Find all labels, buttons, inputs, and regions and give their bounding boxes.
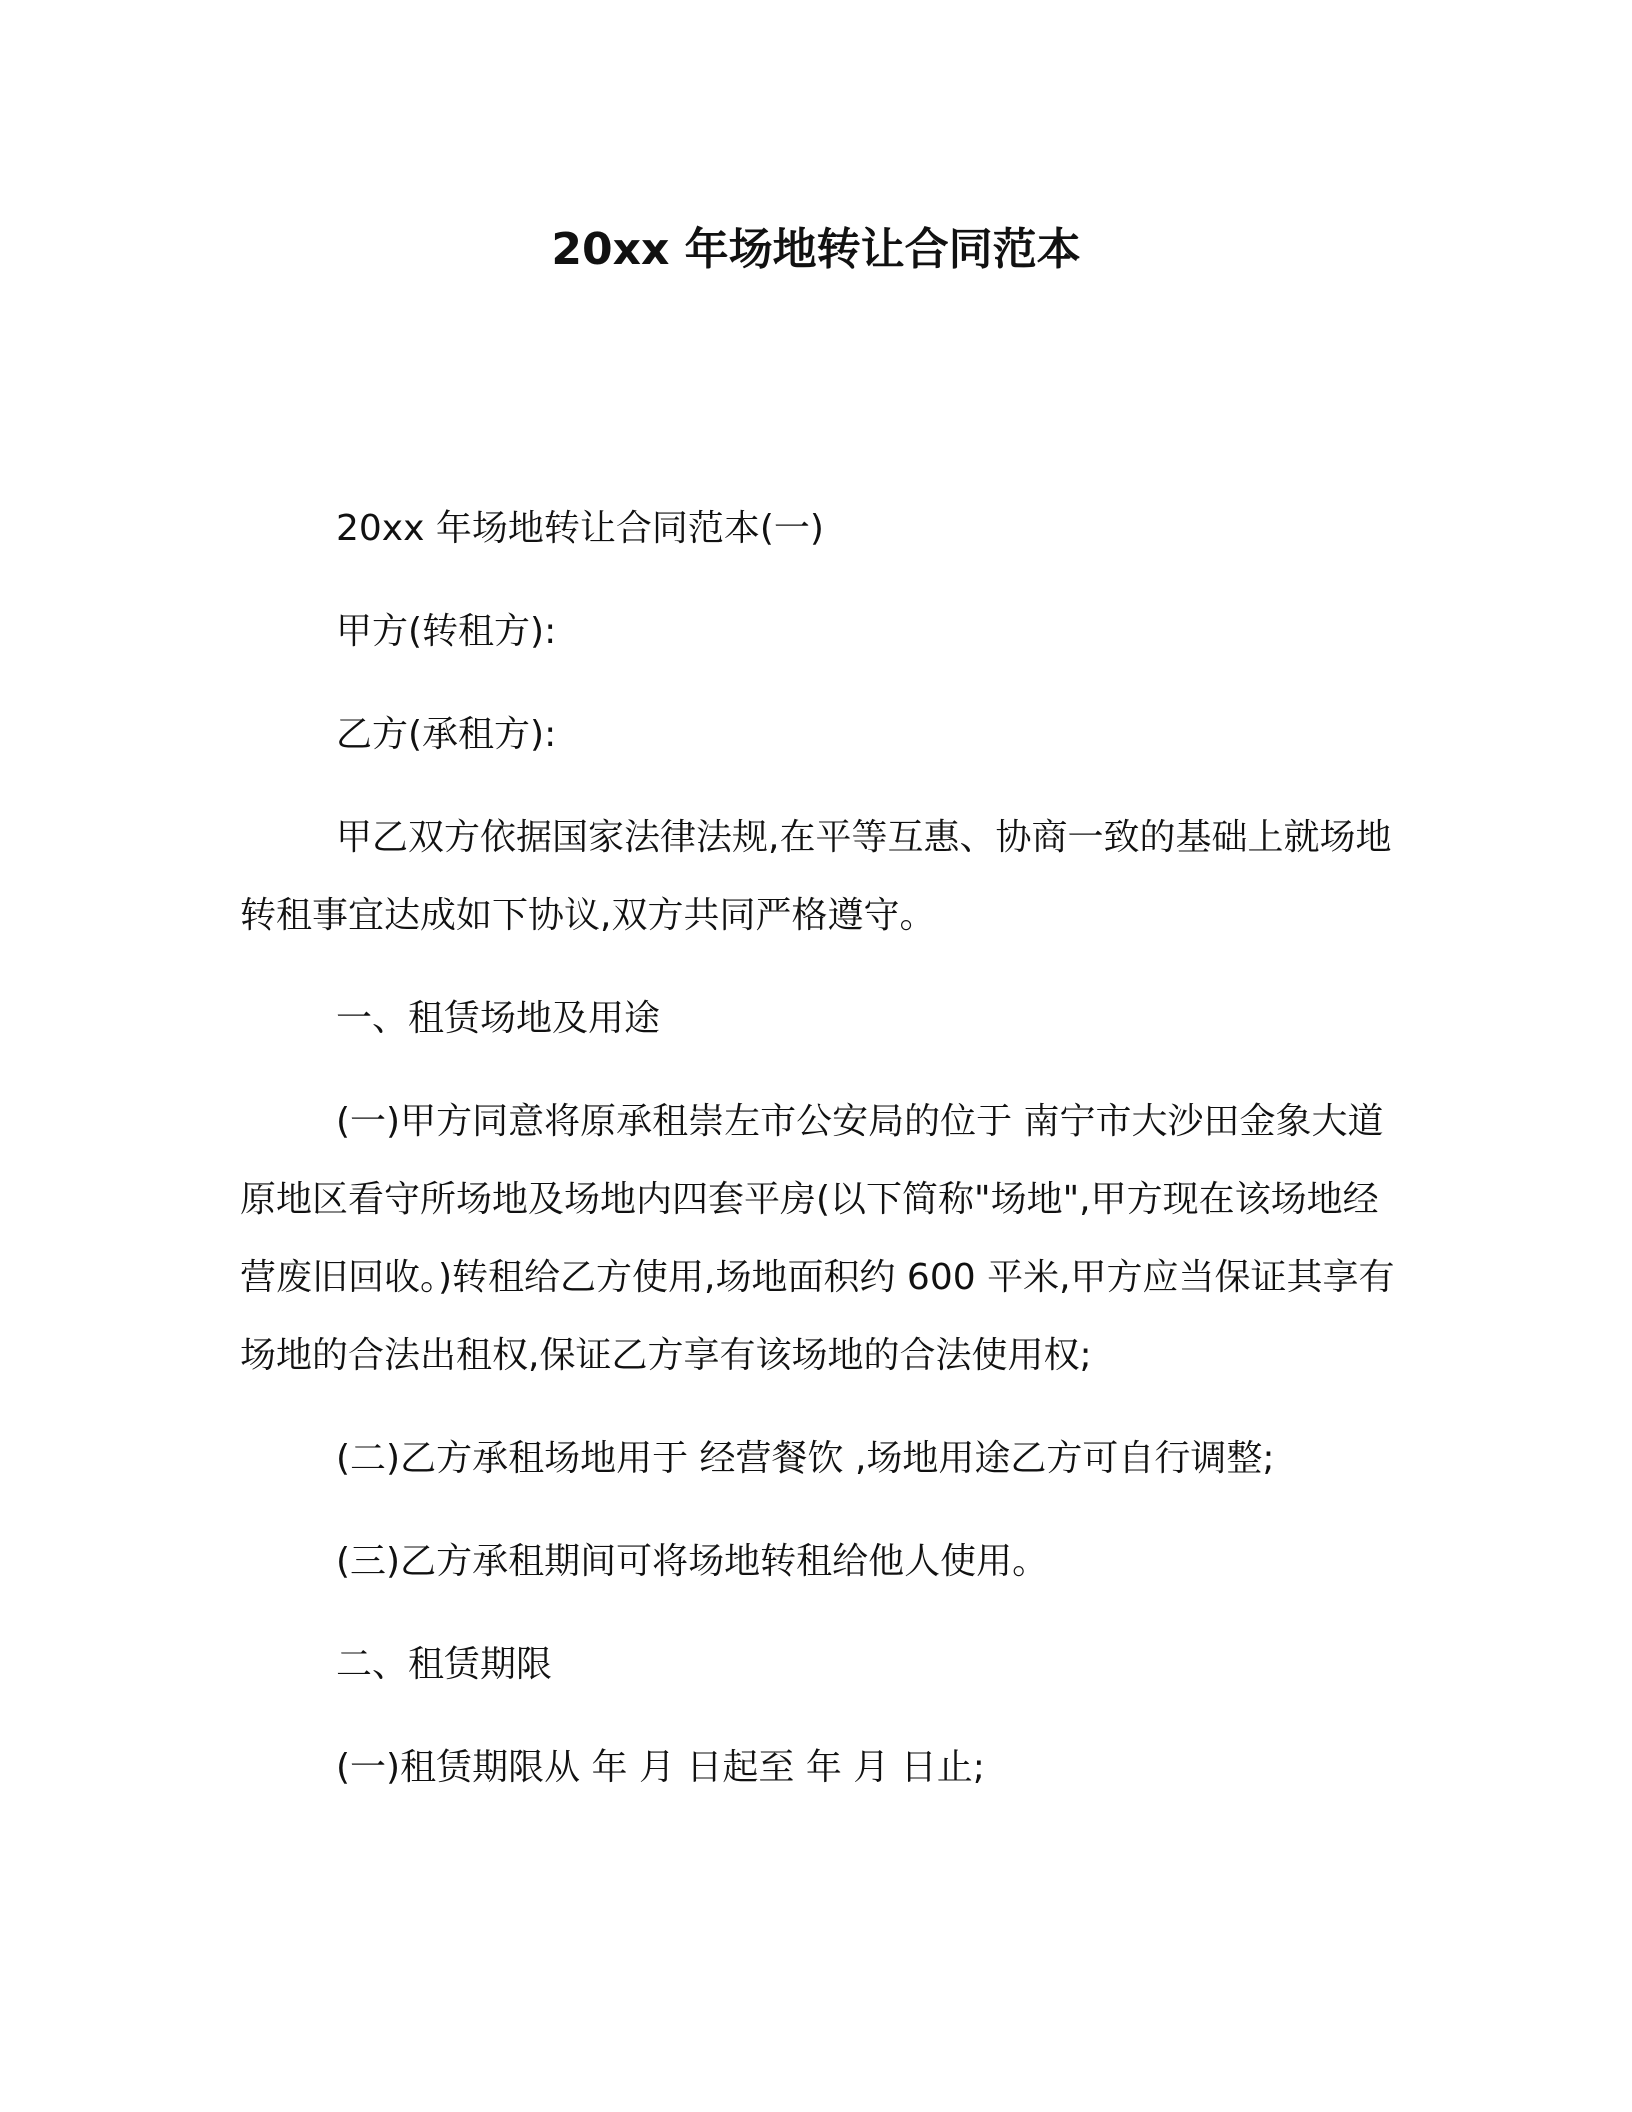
clause-2-1: (一)租赁期限从 年 月 日起至 年 月 日止; [336,1747,985,1788]
agreement-intro-paragraph: 甲乙双方依据国家法律法规,在平等互惠、协商一致的基础上就场地转租事宜达成如下协议,双方共同严格遵守。 [240,817,1392,936]
section-heading-sample-one: 20xx 年场地转让合同范本(一) [336,508,824,549]
clause-1-2: (二)乙方承租场地用于 经营餐饮 ,场地用途乙方可自行调整; [336,1438,1275,1479]
document-body [240,490,1400,1832]
section-heading-lease-term: 二、租赁期限 [336,1644,553,1685]
clause-1-3: (三)乙方承租期间可将场地转租给他人使用。 [336,1541,1049,1582]
party-b-line: 乙方(承租方): [336,714,557,755]
party-a-line: 甲方(转租方): [336,611,557,652]
clause-1-1: (一)甲方同意将原承租崇左市公安局的位于 南宁市大沙田金象大道原地区看守所场地及场地内四套平房(以下简称"场地",甲方现在该场地经营废旧回收。)转租给乙方使用,场地面积约 600 平米,甲方应当保证其享有场地的合法出租权,保证乙方享有该场地的合法使用权; [240,1101,1395,1376]
document-title: 20xx 年场地转让合同范本 [551,224,1081,275]
section-heading-lease-site: 一、租赁场地及用途 [336,998,661,1039]
